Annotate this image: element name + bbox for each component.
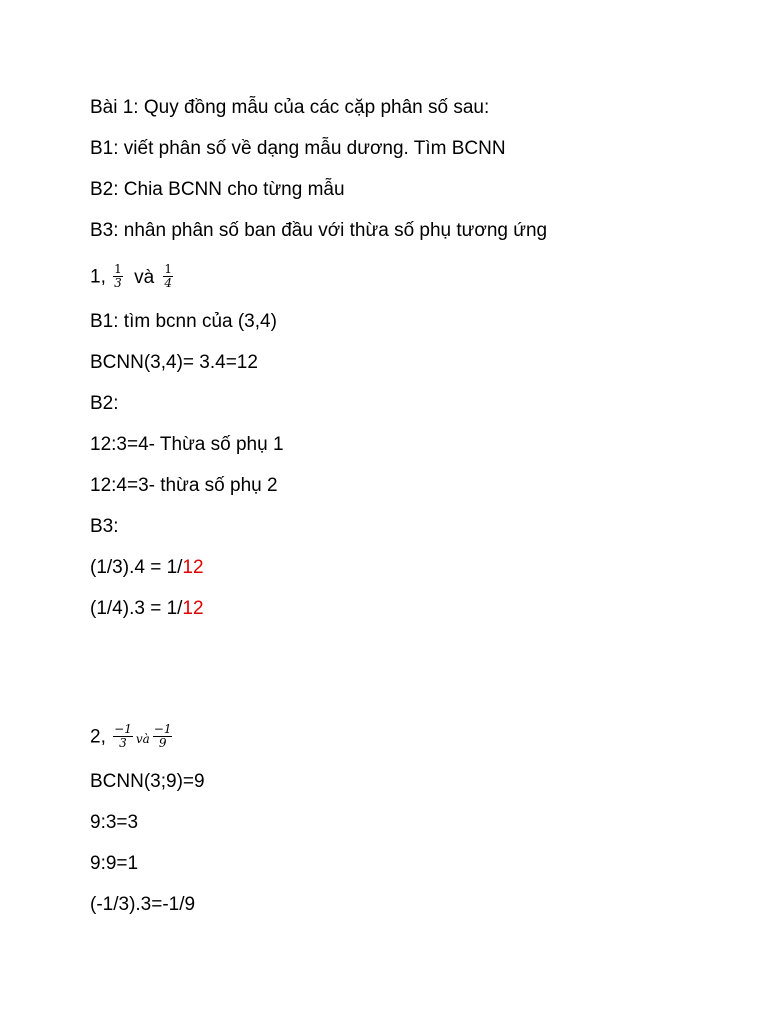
example-1-division-1: 12:3=4- Thừa số phụ 1 (90, 434, 284, 455)
example-2-fraction-b (153, 723, 173, 750)
example-1-bcnn: BCNN(3,4)= 3.4=12 (90, 352, 258, 373)
fraction-denominator: 3 (114, 276, 122, 290)
example-1-conjunction: và (134, 266, 155, 288)
example-1-b2: B2: (90, 393, 119, 414)
multiply-expression: (1/3).4 = 1/ (90, 557, 183, 578)
example-2-division-2: 9:9=1 (90, 853, 139, 874)
fraction-numerator: 1 (114, 262, 122, 276)
fraction-denominator: 4 (164, 276, 173, 290)
fraction-denominator: 9 (158, 736, 167, 750)
example-1-prefix: 1, (90, 266, 106, 288)
multiply-result-highlight: 12 (182, 557, 204, 578)
fraction-numerator: 1 (164, 262, 173, 276)
example-1-header (90, 264, 175, 291)
instruction-step-2: B2: Chia BCNN cho từng mẫu (90, 179, 345, 200)
example-2-multiply-1: (-1/3).3=-1/9 (90, 894, 196, 915)
fraction-denominator: 3 (119, 736, 127, 750)
example-2-bcnn: BCNN(3;9)=9 (90, 771, 205, 792)
example-1-b3: B3: (90, 516, 119, 537)
example-1-fraction-b (163, 263, 173, 290)
example-2-header (90, 724, 174, 751)
instruction-step-3: B3: nhân phân số ban đầu với thừa số phụ tương ứng (90, 220, 548, 241)
fraction-numerator: −1 (114, 722, 132, 736)
instruction-step-1: B1: viết phân số về dạng mẫu dương. Tìm BCNN (90, 138, 506, 159)
example-2-prefix: 2, (90, 726, 106, 748)
example-1-multiply-1 (90, 556, 204, 580)
example-2-conjunction: và (135, 731, 150, 746)
example-2-division-1: 9:3=3 (90, 812, 139, 833)
fraction-numerator: −1 (153, 722, 172, 736)
example-1-division-2: 12:4=3- thừa số phụ 2 (90, 475, 278, 496)
multiply-expression: (1/4).3 = 1/ (90, 598, 183, 619)
exercise-title: Bài 1: Quy đồng mẫu của các cặp phân số sau: (90, 97, 490, 118)
multiply-result-highlight: 12 (182, 598, 204, 619)
example-2-fraction-a (113, 723, 133, 750)
example-1-multiply-2 (90, 597, 204, 621)
example-1-b1: B1: tìm bcnn của (3,4) (90, 311, 277, 332)
example-1-fraction-a (113, 263, 123, 290)
